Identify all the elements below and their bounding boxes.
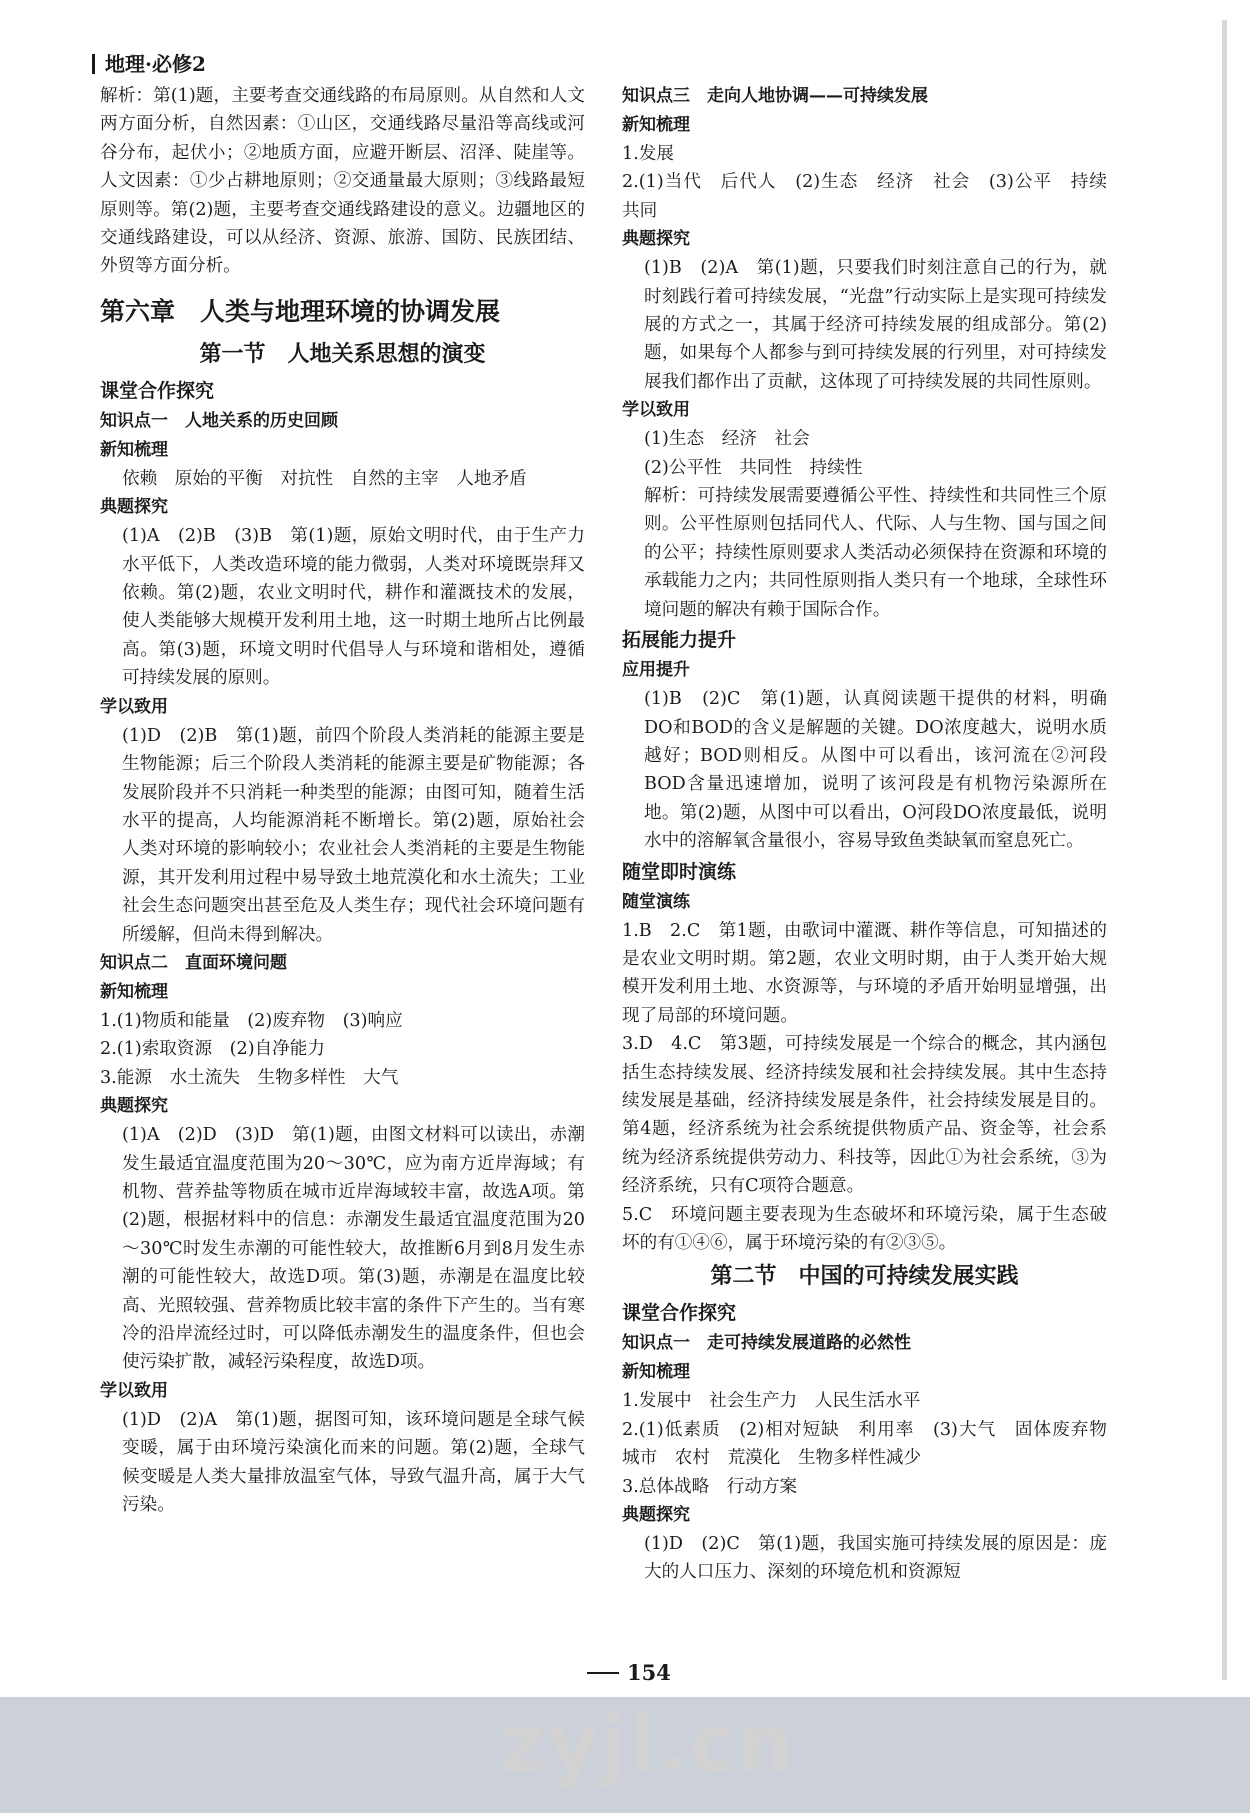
subheading: 典题探究 bbox=[622, 229, 690, 250]
page-edge-shadow bbox=[1222, 20, 1227, 1680]
text-paragraph: 5.C 环境问题主要表现为生态破坏和环境污染，属于生态破坏的有①④⑥，属于环境污染的有②③⑤。 bbox=[622, 1204, 1107, 1253]
text-paragraph: 1.发展中 社会生产力 人民生活水平 bbox=[622, 1391, 921, 1412]
subheading: 典题探究 bbox=[100, 497, 168, 518]
answer-paragraph: (1)B (2)C 第(1)题，认真阅读题干提供的材料，明确DO和BOD的含义是解题的关键。DO浓度越大，说明水质越好；BOD则相反。从图中可以看出，该河流在②河段BOD含量迅速增加，说明了该河段是有机物污染源所在地。第(2)题，从图中可以看出，O河段DO浓度最低，说明水中的溶解氧含量很小，容易导致鱼类缺氧而窒息死亡。 bbox=[644, 689, 1107, 852]
text-paragraph: 解析：第(1)题，主要考查交通线路的布局原则。从自然和人文两方面分析，自然因素：①山区，交通线路尽量沿等高线或河谷分布，起伏小；②地质方面，应避开断层、沼泽、陡崖等。人文因素：①少占耕地原则；②交通量最大原则；③线路最短原则等。第(2)题，主要考查交通线路建设的意义。边疆地区的交通线路建设，可以从经济、资源、旅游、国防、民族团结、外贸等方面分析。 bbox=[100, 86, 585, 277]
section-heading: 课堂合作探究 bbox=[100, 379, 215, 402]
answer-paragraph: 依赖 原始的平衡 对抗性 自然的主宰 人地矛盾 bbox=[122, 468, 527, 489]
text-paragraph: 2.(1)低素质 (2)相对短缺 利用率 (3)大气 固体废弃物 城市 农村 荒漠化 生物多样性减少 bbox=[622, 1419, 1125, 1469]
subheading: 学以致用 bbox=[100, 1380, 168, 1401]
section-heading: 课堂合作探究 bbox=[622, 1302, 737, 1325]
subheading: 应用提升 bbox=[622, 660, 690, 681]
watermark: zyjl.cn bbox=[500, 1700, 796, 1790]
subheading: 学以致用 bbox=[100, 696, 168, 717]
text-paragraph: 3.D 4.C 第3题，可持续发展是一个综合的概念，其内涵包括生态持续发展、经济持续发展和社会持续发展。其中生态持续发展是基础，经济持续发展是条件，社会持续发展是目的。第4题，经济系统为社会系统提供物质产品、资金等，社会系统为经济系统提供劳动力、科技等，因此①为社会系统，③为经济系统，只有C项符合题意。 bbox=[622, 1034, 1107, 1197]
subheading: 典题探究 bbox=[100, 1096, 168, 1117]
knowledge-point-heading: 知识点三 走向人地协调——可持续发展 bbox=[622, 86, 928, 106]
header-title: 地理·必修2 bbox=[105, 52, 206, 76]
text-paragraph: 1.(1)物质和能量 (2)废弃物 (3)响应 bbox=[100, 1010, 403, 1031]
answer-paragraph: (1)D (2)C 第(1)题，我国实施可持续发展的原因是：庞大的人口压力、深刻的环境危机和资源短 bbox=[644, 1534, 1107, 1583]
left-column bbox=[100, 82, 585, 1519]
text-paragraph: 1.发展 bbox=[622, 144, 674, 164]
answer-paragraph: 解析：可持续发展需要遵循公平性、持续性和共同性三个原则。公平性原则包括同代人、代际、人与生物、国与国之间的公平；持续性原则要求人类活动必须保持在资源和环境的承载能力之内；共同性原则指人类只有一个地球，全球性环境问题的解决有赖于国际合作。 bbox=[644, 486, 1107, 620]
subheading: 新知梳理 bbox=[622, 1362, 690, 1383]
subheading: 新知梳理 bbox=[622, 115, 690, 135]
section-title: 第二节 中国的可持续发展实践 bbox=[710, 1264, 1019, 1290]
page-number bbox=[587, 1660, 671, 1685]
subheading: 随堂演练 bbox=[622, 891, 690, 912]
answer-paragraph: (1)B (2)A 第(1)题，只要我们时刻注意自己的行为，就时刻践行着可持续发展，“光盘”行动实际上是实现可持续发展的方式之一，其属于经济可持续发展的组成部分。第(2)题，如果每个人都参与到可持续发展的行列里，对可持续发展我们都作出了贡献，这体现了可持续发展的共同性原则。 bbox=[644, 258, 1107, 392]
answer-paragraph: (1)A (2)D (3)D 第(1)题，由图文材料可以读出，赤潮发生最适宜温度范围为20～30℃，应为南方近岸海域；有机物、营养盐等物质在城市近岸海域较丰富，故选A项。第(2)题，根据材料中的信息：赤潮发生最适宜温度范围为20～30℃时发生赤潮的可能性较大，故推断6月到8月发生赤潮的可能性较大，故选D项。第(3)题，赤潮是在温度比较高、光照较强、营养物质比较丰富的条件下产生的。当有寒冷的沿岸流经过时，可以降低赤潮发生的温度条件，但也会使污染扩散，减轻污染程度，故选D项。 bbox=[122, 1125, 585, 1373]
header-bar bbox=[92, 54, 95, 74]
section-title: 第一节 人地关系思想的演变 bbox=[199, 341, 486, 367]
text-paragraph: 3.能源 水土流失 生物多样性 大气 bbox=[100, 1067, 399, 1088]
answer-paragraph: (1)A (2)B (3)B 第(1)题，原始文明时代，由于生产力水平低下，人类改造环境的能力微弱，人类对环境既崇拜又依赖。第(2)题，农业文明时代，耕作和灌溉技术的发展，使人类能够大规模开发利用土地，这一时期土地所占比例最高。第(3)题，环境文明时代倡导人与环境和谐相处，遵循可持续发展的原则。 bbox=[122, 526, 585, 689]
text-paragraph: 3.总体战略 行动方案 bbox=[622, 1476, 798, 1497]
knowledge-point-heading: 知识点一 人地关系的历史回顾 bbox=[100, 410, 338, 431]
page-number-dash bbox=[587, 1672, 619, 1674]
right-column bbox=[622, 82, 1125, 1587]
answer-paragraph: (2)公平性 共同性 持续性 bbox=[644, 457, 863, 478]
section-heading: 随堂即时演练 bbox=[622, 860, 737, 883]
answer-paragraph: (1)D (2)A 第(1)题，据图可知，该环境问题是全球气候变暖，属于由环境污染演化而来的问题。第(2)题，全球气候变暖是人类大量排放温室气体，导致气温升高，属于大气污染。 bbox=[122, 1409, 585, 1516]
subheading: 典题探究 bbox=[622, 1505, 690, 1526]
subheading: 学以致用 bbox=[622, 400, 690, 421]
text-paragraph: 2.(1)索取资源 (2)自净能力 bbox=[100, 1039, 325, 1060]
running-header bbox=[92, 48, 206, 77]
knowledge-point-heading: 知识点二 直面环境问题 bbox=[100, 952, 287, 973]
answer-paragraph: (1)生态 经济 社会 bbox=[644, 429, 810, 450]
subheading: 新知梳理 bbox=[100, 981, 168, 1002]
answer-paragraph: (1)D (2)B 第(1)题，前四个阶段人类消耗的能源主要是生物能源；后三个阶段人类消耗的能源主要是矿物能源；各发展阶段并不只消耗一种类型的能源；由图可知，随着生活水平的提高，人均能源消耗不断增长。第(2)题，原始社会人类对环境的影响较小；农业社会人类消耗的主要是生物能源，其开发利用过程中易导致土地荒漠化和水土流失；工业社会生态问题突出甚至危及人类生存；现代社会环境问题有所缓解，但尚未得到解决。 bbox=[122, 725, 585, 945]
text-paragraph: 2.(1)当代 后代人 (2)生态 经济 社会 (3)公平 持续 共同 bbox=[622, 172, 1125, 221]
page-number-text: 154 bbox=[627, 1660, 671, 1685]
knowledge-point-heading: 知识点一 走可持续发展道路的必然性 bbox=[622, 1333, 911, 1354]
section-heading: 拓展能力提升 bbox=[622, 629, 737, 652]
text-paragraph: 1.B 2.C 第1题，由歌词中灌溉、耕作等信息，可知描述的是农业文明时期。第2题，农业文明时期，由于人类开始大规模开发利用土地、水资源等，与环境的矛盾开始明显增强，出现了局部的环境问题。 bbox=[622, 920, 1107, 1026]
subheading: 新知梳理 bbox=[100, 439, 168, 460]
chapter-title: 第六章 人类与地理环境的协调发展 bbox=[100, 296, 501, 326]
